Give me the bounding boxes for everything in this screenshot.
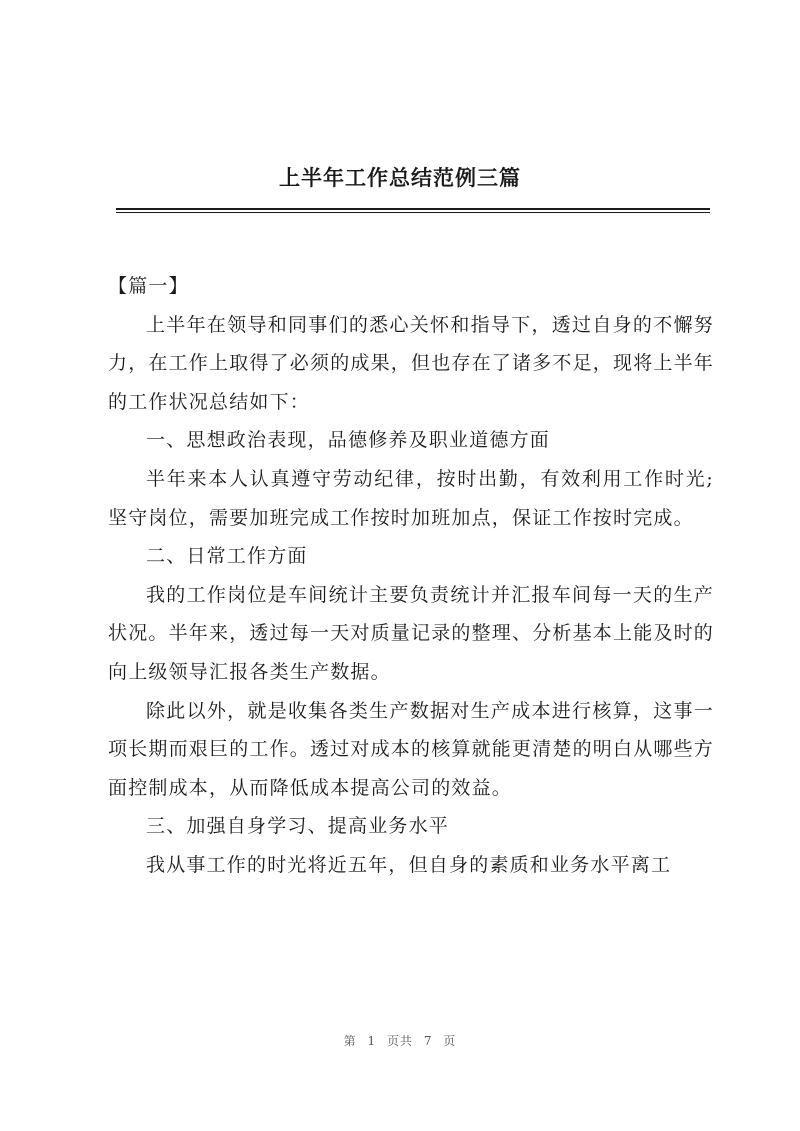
footer-total-pages: 7 bbox=[423, 1034, 433, 1048]
footer-prefix: 第 bbox=[343, 1034, 357, 1048]
body-paragraph: 我从事工作的时光将近五年，但自身的素质和业务水平离工 bbox=[146, 853, 672, 876]
body-paragraph: 除此以外，就是收集各类生产数据对生产成本进行核算，这事一项长期而艰巨的工作。透过对成本的核算就能更清楚的明白从哪些方面控制成本，从而降低成本提高公司的效益。 bbox=[108, 699, 715, 799]
document-body bbox=[108, 267, 714, 885]
body-paragraph: 我的工作岗位是车间统计主要负责统计并汇报车间每一天的生产状况。半年来，透过每一天对质量记录的整理、分析基本上能及时的向上级领导汇报各类生产数据。 bbox=[108, 583, 715, 683]
section-label: 【篇一】 bbox=[108, 275, 189, 297]
footer-suffix: 页 bbox=[443, 1034, 457, 1048]
footer-page-number: 1 bbox=[367, 1034, 377, 1048]
page-footer bbox=[0, 1032, 800, 1049]
document-title: 上半年工作总结范例三篇 bbox=[279, 166, 521, 190]
section-heading: 三、加强自身学习、提高业务水平 bbox=[146, 815, 450, 838]
section-heading: 一、思想政治表现，品德修养及职业道德方面 bbox=[146, 429, 551, 452]
body-paragraph: 半年来本人认真遵守劳动纪律，按时出勤，有效利用工作时光;坚守岗位，需要加班完成工作按时加班加点，保证工作按时完成。 bbox=[108, 467, 714, 529]
footer-middle: 页共 bbox=[386, 1034, 413, 1048]
section-heading: 二、日常工作方面 bbox=[146, 545, 308, 568]
title-divider bbox=[116, 208, 710, 213]
body-paragraph: 上半年在领导和同事们的悉心关怀和指导下，透过自身的不懈努力，在工作上取得了必须的成果，但也存在了诸多不足，现将上半年的工作状况总结如下： bbox=[108, 313, 715, 413]
